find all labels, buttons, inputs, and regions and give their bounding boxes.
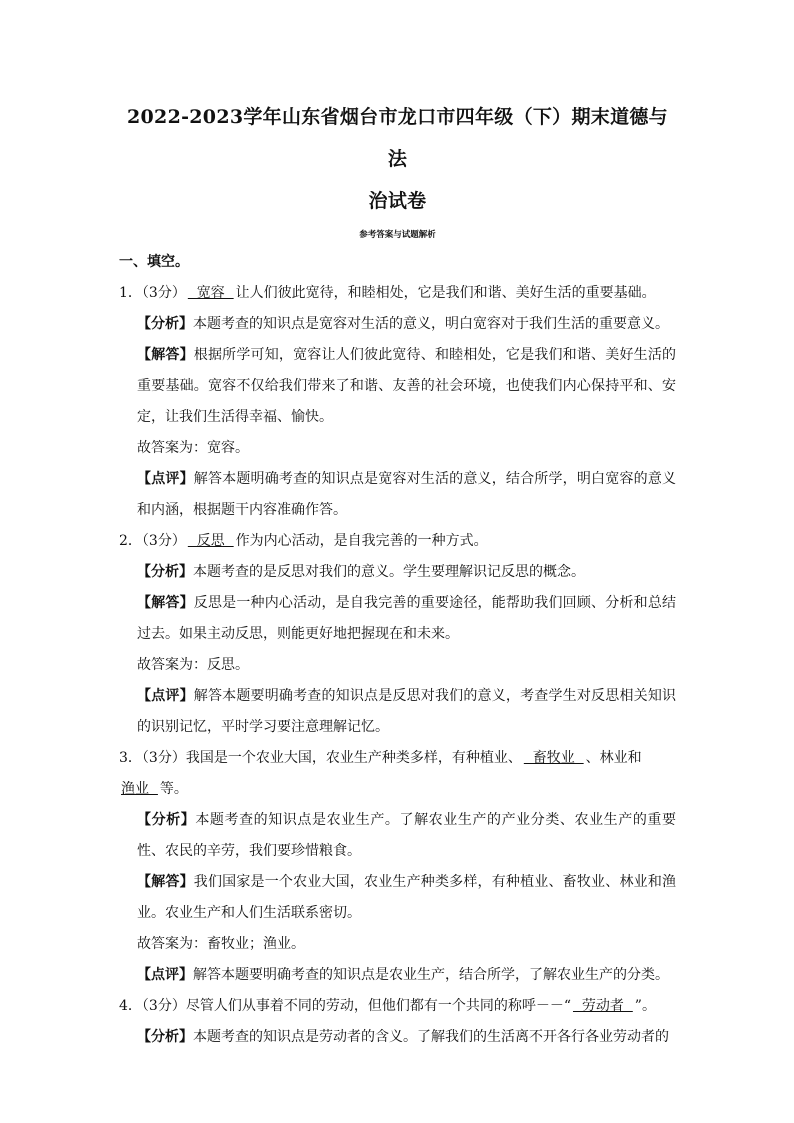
answer-tag: 【解答】 <box>137 347 194 363</box>
question-3-blank-1: 畜牧业 <box>523 750 584 766</box>
comment-tag: 【点评】 <box>137 688 194 704</box>
title-line-1: 2022-2023学年山东省烟台市龙口市四年级（下）期末道德与法 <box>127 106 668 170</box>
question-2-answer <box>137 588 676 650</box>
answer-text: 反思是一种内心活动，是自我完善的重要途径，能帮助我们回顾、分析和总结过去。如果主动反思，则能更好地把握现在和未来。 <box>137 595 677 642</box>
section-heading: 一、填空。 <box>119 254 189 270</box>
comment-tag: 【点评】 <box>137 471 194 487</box>
question-1-blank: 宽容 <box>187 285 234 301</box>
answer-text: 我们国家是一个农业大国，农业生产种类多样，有种植业、畜牧业、林业和渔业。农业生产和人们生活联系密切。 <box>137 874 677 921</box>
question-4-number: 4．（3分） <box>119 998 186 1014</box>
comment-text: 解答本题要明确考查的知识点是农业生产，结合所学，了解农业生产的分类。 <box>193 967 669 983</box>
question-1-answer <box>137 340 676 433</box>
question-2-number: 2．（3分） <box>119 533 186 549</box>
question-3-answer <box>137 867 676 929</box>
question-3-number: 3．（3分） <box>119 750 186 766</box>
analysis-text: 本题考查的知识点是宽容对生活的意义，明白宽容对于我们生活的重要意义。 <box>193 316 669 332</box>
comment-text: 解答本题明确考查的知识点是宽容对生活的意义，结合所学，明白宽容的意义和内涵，根据题干内容准确作答。 <box>137 471 677 518</box>
question-4-blank: 劳动者 <box>572 998 633 1014</box>
answer-tag: 【解答】 <box>137 595 194 611</box>
answer-tag: 【解答】 <box>137 874 194 890</box>
question-1-comment <box>137 464 676 526</box>
question-4-text-1: 尽管人们从事着不同的劳动，但他们都有一个共同的称呼－－“ <box>185 998 571 1014</box>
title-line-2: 治试卷 <box>368 190 427 212</box>
question-3-text-3: 等。 <box>159 781 188 797</box>
analysis-text: 本题考查的知识点是农业生产。了解农业生产的产业分类、农业生产的重要性、农民的辛劳，我们要珍惜粮食。 <box>137 812 677 859</box>
question-3 <box>119 743 676 805</box>
analysis-tag: 【分析】 <box>137 316 193 332</box>
question-3-final: 故答案为：畜牧业；渔业。 <box>137 936 305 952</box>
analysis-text: 本题考查的是反思对我们的意义。学生要理解识记反思的概念。 <box>193 564 585 580</box>
question-2-analysis <box>137 557 676 588</box>
question-3-text-2: 、林业和 <box>585 750 642 766</box>
analysis-text: 本题考查的知识点是劳动者的含义。了解我们的生活离不开各行各业劳动者的 <box>193 1029 669 1045</box>
analysis-tag: 【分析】 <box>137 1029 193 1045</box>
comment-text: 解答本题要明确考查的知识点是反思对我们的意义，考查学生对反思相关知识的识别记忆，平时学习要注意理解记忆。 <box>137 688 677 735</box>
question-1-final: 故答案为：宽容。 <box>137 440 249 456</box>
question-1-text: 让人们彼此宽待，和睦相处，它是我们和谐、美好生活的重要基础。 <box>235 285 656 301</box>
question-3-analysis <box>137 805 676 867</box>
question-1-analysis <box>137 309 676 340</box>
analysis-tag: 【分析】 <box>137 564 193 580</box>
comment-tag: 【点评】 <box>137 967 193 983</box>
question-1 <box>119 278 676 309</box>
question-2-final: 故答案为：反思。 <box>137 657 249 673</box>
question-2-comment <box>137 681 676 743</box>
analysis-tag: 【分析】 <box>137 812 196 828</box>
question-4 <box>119 991 676 1022</box>
question-1-number: 1．（3分） <box>119 285 186 301</box>
question-4-analysis <box>137 1022 676 1053</box>
question-4-text-2: ”。 <box>634 998 656 1014</box>
question-2-text: 作为内心活动，是自我完善的一种方式。 <box>235 533 488 549</box>
question-3-comment <box>137 960 676 991</box>
question-2-blank: 反思 <box>187 533 234 549</box>
question-2 <box>119 526 676 557</box>
document-subtitle: 参考答案与试题解析 <box>359 230 436 240</box>
answer-text: 根据所学可知，宽容让人们彼此宽待、和睦相处，它是我们和谐、美好生活的重要基础。宽容不仅给我们带来了和谐、友善的社会环境，也使我们内心保持平和、安定，让我们生活得幸福、愉快。 <box>137 347 677 425</box>
question-3-text-1: 我国是一个农业大国，农业生产种类多样，有种植业、 <box>185 750 522 766</box>
document-title <box>119 96 676 222</box>
question-3-blank-2: 渔业 <box>121 781 158 797</box>
